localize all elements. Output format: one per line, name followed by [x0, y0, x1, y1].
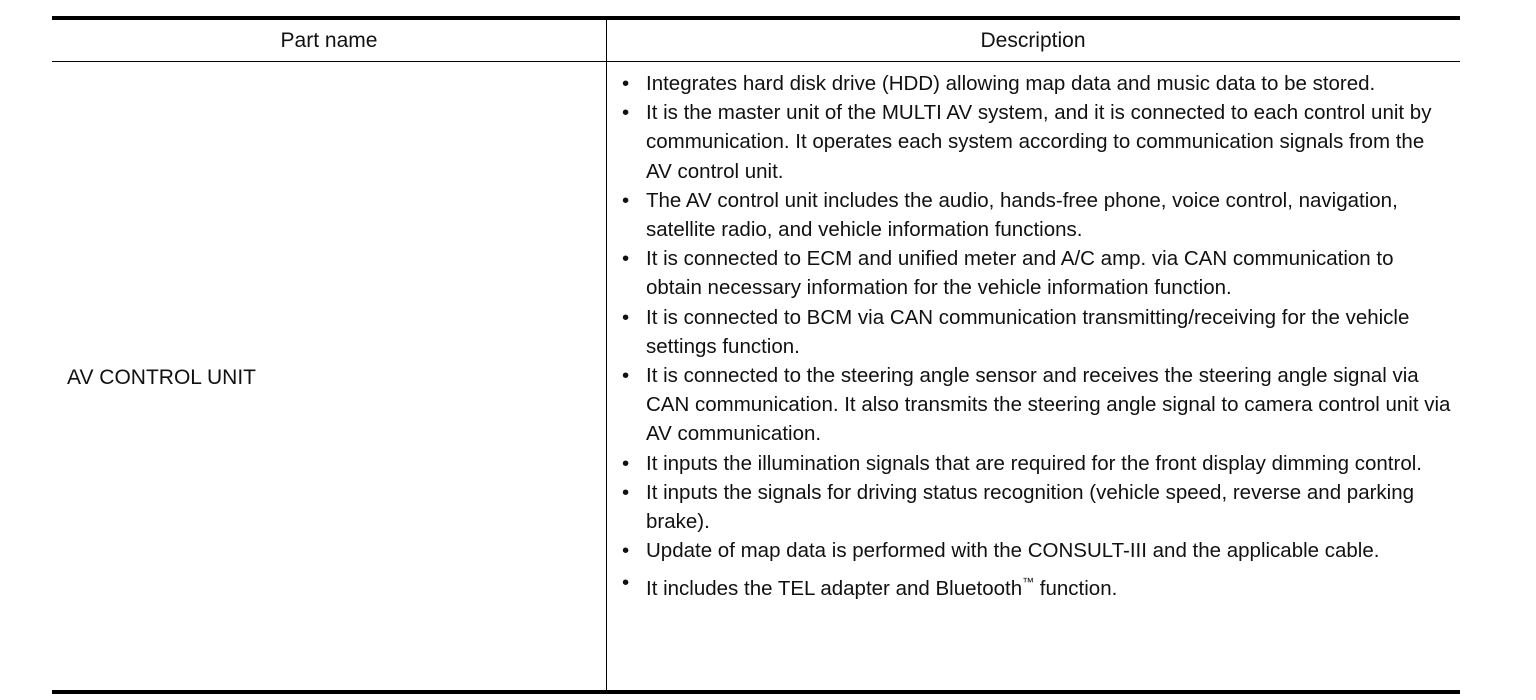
description-item-bluetooth: [618, 568, 1454, 603]
bullet-icon: •: [622, 101, 630, 125]
bullet-icon: •: [622, 539, 630, 563]
description-item-text: It inputs the illumination signals that are required for the front display dimming control.: [646, 451, 1422, 475]
header-description: Description: [980, 28, 1086, 52]
description-item-text: It inputs the signals for driving status recognition (vehicle speed, reverse and parking brake).: [646, 480, 1415, 534]
description-item: [618, 478, 1454, 536]
description-item-text: Update of map data is performed with the CONSULT-III and the applicable cable.: [646, 539, 1380, 563]
column-divider: [606, 20, 607, 694]
description-item: [618, 449, 1454, 478]
description-item-text: The AV control unit includes the audio, hands-free phone, voice control, navigation, satellite radio, and vehicle information functions.: [646, 188, 1398, 242]
bullet-icon: •: [622, 451, 630, 475]
description-list: [618, 69, 1454, 604]
bullet-icon: •: [622, 364, 630, 388]
description-item: [618, 303, 1454, 361]
part-name-cell: AV CONTROL UNIT: [67, 366, 257, 389]
description-item: [618, 69, 1454, 98]
table-header-row: [52, 20, 1460, 62]
parts-table: [52, 16, 1460, 694]
header-part-name: Part name: [280, 28, 378, 52]
bullet-icon: •: [622, 188, 630, 212]
description-item-text: Integrates hard disk drive (HDD) allowing map data and music data to be stored.: [646, 72, 1376, 95]
bullet-icon: •: [622, 571, 630, 595]
description-item: [618, 361, 1454, 449]
bullet-icon: •: [622, 247, 630, 271]
description-item-text-end: function.: [1034, 577, 1118, 601]
description-item-text: It is the master unit of the MULTI AV system, and it is connected to each control unit by communication. It operates each system according to communication signals from the AV control unit.: [646, 101, 1432, 183]
bullet-icon: •: [622, 72, 630, 95]
bullet-icon: •: [622, 305, 630, 329]
description-item-text: It is connected to BCM via CAN communication transmitting/receiving for the vehicle settings function.: [646, 305, 1410, 358]
description-item: [618, 536, 1454, 565]
description-item-text: It includes the TEL adapter and Bluetooth: [646, 577, 1023, 601]
description-item-text: It is connected to ECM and unified meter and A/C amp. via CAN communication to obtain necessary information for the vehicle information function.: [646, 247, 1394, 300]
description-cell: [618, 69, 1454, 604]
bullet-icon: •: [622, 480, 630, 504]
trademark-mark: ™: [1022, 575, 1035, 590]
description-item: [618, 98, 1454, 186]
description-item-text: It is connected to the steering angle sensor and receives the steering angle signal via CAN communication. It also transmits the steering angle signal to camera control unit via AV communication.: [646, 364, 1451, 446]
description-item: [618, 244, 1454, 302]
description-item: [618, 186, 1454, 244]
